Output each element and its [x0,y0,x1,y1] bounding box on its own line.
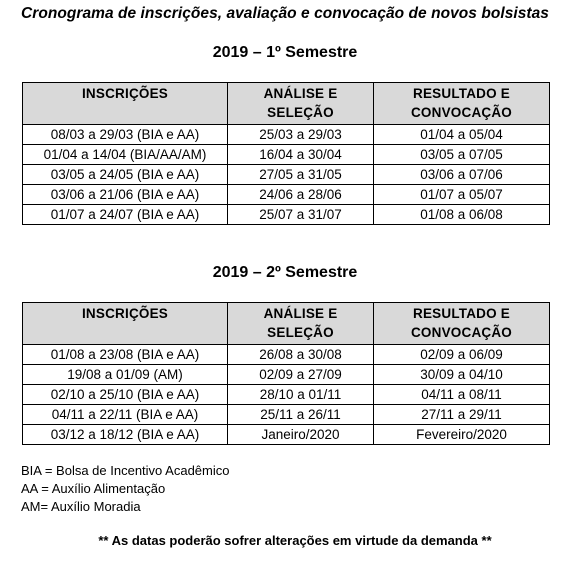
cell-inscricoes: 01/08 a 23/08 (BIA e AA) [23,345,228,365]
header-inscricoes: INSCRIÇÕES [23,83,228,125]
cell-inscricoes: 01/04 a 14/04 (BIA/AA/AM) [23,145,228,165]
table-row [23,425,550,445]
legend-item-bia: BIA = Bolsa de Incentivo Acadêmico [21,463,230,478]
header-resultado-convocacao: RESULTADO E CONVOCAÇÃO [374,303,550,345]
cell-inscricoes: 03/12 a 18/12 (BIA e AA) [23,425,228,445]
cell-resultado: 30/09 a 04/10 [374,365,550,385]
cell-inscricoes: 02/10 a 25/10 (BIA e AA) [23,385,228,405]
semester-2-table [22,302,550,445]
cell-resultado: Fevereiro/2020 [374,425,550,445]
semester-1-heading: 2019 – 1º Semestre [212,44,358,61]
cell-analise: 27/05 a 31/05 [228,165,374,185]
cell-resultado: 04/11 a 08/11 [374,385,550,405]
cell-analise: 25/03 a 29/03 [228,125,374,145]
page-title: Cronograma de inscrições, avaliação e convocação de novos bolsistas [21,5,549,22]
legend-item-am: AM= Auxílio Moradia [21,499,141,514]
semester-1-table [22,82,550,225]
legend-item-aa: AA = Auxílio Alimentação [21,481,166,496]
table-header-row [23,303,550,345]
cell-inscricoes: 04/11 a 22/11 (BIA e AA) [23,405,228,425]
cell-analise: 02/09 a 27/09 [228,365,374,385]
table-row [23,165,550,185]
cell-resultado: 03/05 a 07/05 [374,145,550,165]
cell-inscricoes: 03/05 a 24/05 (BIA e AA) [23,165,228,185]
table-row [23,125,550,145]
table-header-row [23,83,550,125]
cell-resultado: 01/04 a 05/04 [374,125,550,145]
table-row [23,385,550,405]
cell-resultado: 01/08 a 06/08 [374,205,550,225]
table-row [23,205,550,225]
cell-resultado: 27/11 a 29/11 [374,405,550,425]
cell-analise: 25/11 a 26/11 [228,405,374,425]
header-analise-selecao: ANÁLISE E SELEÇÃO [228,303,374,345]
cell-resultado: 03/06 a 07/06 [374,165,550,185]
cell-analise: 28/10 a 01/11 [228,385,374,405]
footnote: ** As datas poderão sofrer alterações em virtude da demanda ** [98,533,492,548]
semester-2-heading: 2019 – 2º Semestre [212,264,358,281]
cell-analise: 24/06 a 28/06 [228,185,374,205]
cell-resultado: 01/07 a 05/07 [374,185,550,205]
cell-inscricoes: 08/03 a 29/03 (BIA e AA) [23,125,228,145]
cell-analise: 25/07 a 31/07 [228,205,374,225]
table-row [23,345,550,365]
header-resultado-convocacao: RESULTADO E CONVOCAÇÃO [374,83,550,125]
cell-inscricoes: 03/06 a 21/06 (BIA e AA) [23,185,228,205]
cell-inscricoes: 01/07 a 24/07 (BIA e AA) [23,205,228,225]
table-row [23,405,550,425]
cell-resultado: 02/09 a 06/09 [374,345,550,365]
table-row [23,365,550,385]
cell-analise: 16/04 a 30/04 [228,145,374,165]
header-analise-selecao: ANÁLISE E SELEÇÃO [228,83,374,125]
cell-inscricoes: 19/08 a 01/09 (AM) [23,365,228,385]
cell-analise: 26/08 a 30/08 [228,345,374,365]
table-row [23,145,550,165]
cell-analise: Janeiro/2020 [228,425,374,445]
table-row [23,185,550,205]
abbreviation-legend [21,462,230,516]
header-inscricoes: INSCRIÇÕES [23,303,228,345]
